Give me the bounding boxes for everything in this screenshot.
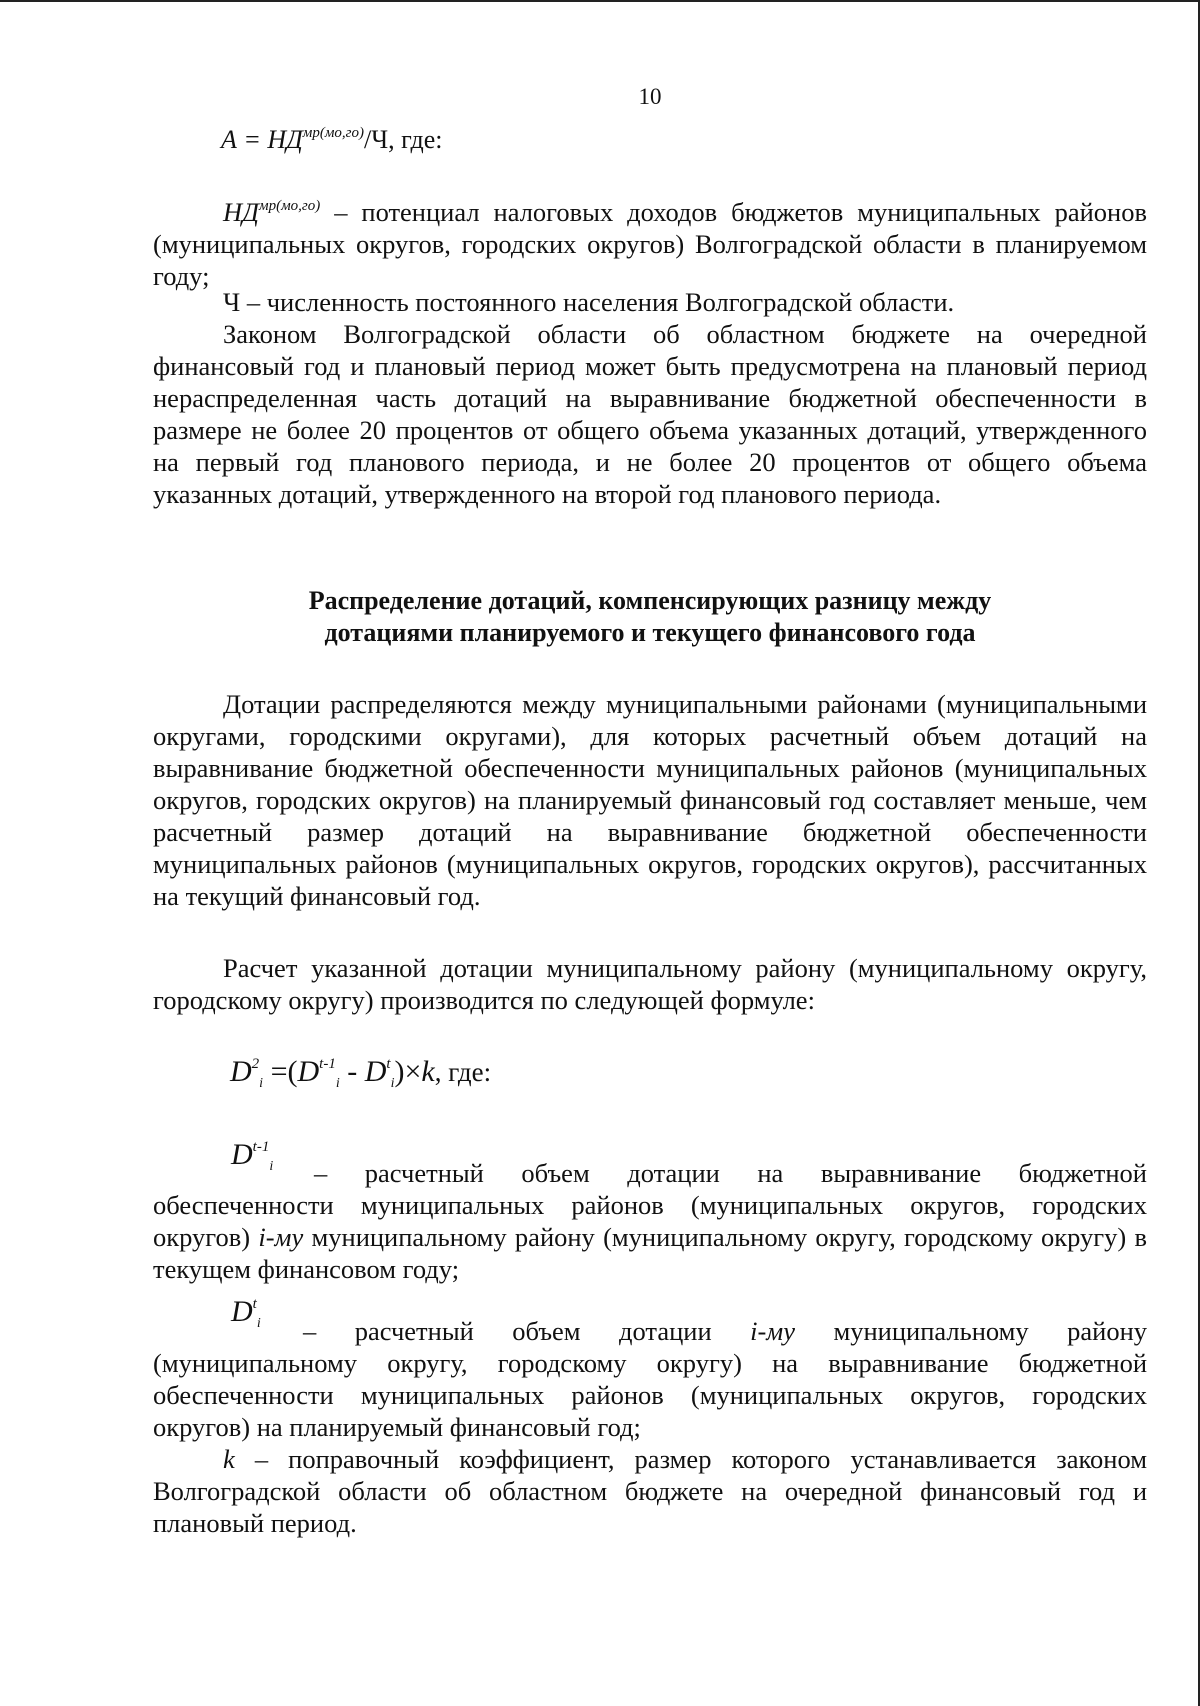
formula-a-sup: мр(мо,го) xyxy=(302,125,364,141)
definition-dt-symbol: $D^t_i$ xyxy=(231,1295,261,1331)
definition-k: k – поправочный коэффициент, размер которого устанавливается законом Волгоградской области об областном бюджете на очередной финансовый год и плановый период. xyxy=(153,1444,1147,1538)
paragraph-distribution: Дотации распределяются между муниципальными районами (муниципальными округами, городскими округами), для которых расчетный объем дотаций на выравнивание бюджетной обеспеченности муниципальных районов (муниципальных округов, городских округов) на планируемый финансовый год составляет меньше, чем расчетный размер дотаций на выравнивание бюджетной обеспеченности муниципальных районов (муниципальных округов, городских округов), рассчитанных на текущий финансовый год. xyxy=(153,689,1147,911)
formula-d-minus: - xyxy=(339,1055,365,1088)
paragraph-calculation: Расчет указанной дотации муниципальному району (муниципальному округу, городскому округу) производится по следующей формуле: xyxy=(153,953,1147,1015)
definition-dt1-symbol: $D^{t-1}_i$ xyxy=(231,1138,274,1174)
page-number: 10 xyxy=(638,84,662,109)
formula-d-close: ) xyxy=(394,1055,405,1088)
definition-dt-first-line: – расчетный объем дотации i-му муниципальному району xyxy=(303,1316,1147,1346)
formula-d-k: k xyxy=(421,1055,435,1088)
section-heading-line2: дотациями планируемого и текущего финансового года xyxy=(324,618,976,647)
definition-nd xyxy=(153,190,1147,292)
formula-d-term2: $D^t_i$ xyxy=(364,1055,395,1091)
paragraph-law: Законом Волгоградской области об областном бюджете на очередной финансовый год и плановый период может быть предусмотрена на плановый период нераспределенная часть дотаций на выравнивание бюджетной обеспеченности в размере не более 20 процентов от общего объема указанных дотаций, утвержденного на первый год планового периода, и не более 20 процентов от общего объема указанных дотаций, утвержденного на второй год планового периода. xyxy=(153,319,1147,509)
formula-d xyxy=(230,1055,491,1092)
formula-a xyxy=(221,125,442,155)
definition-ch: Ч – численность постоянного населения Волгоградской области. xyxy=(223,287,955,317)
section-heading-line1: Распределение дотаций, компенсирующих разницу между xyxy=(308,586,992,615)
formula-d-times: × xyxy=(404,1055,422,1088)
formula-a-lhs: А = НД xyxy=(221,125,303,154)
formula-a-rhs: /Ч, где: xyxy=(364,125,443,154)
definition-nd-sup: мр(мо,го) xyxy=(259,198,321,214)
definition-nd-symbol: НД xyxy=(223,197,259,227)
formula-d-eq: =( xyxy=(263,1055,298,1088)
definition-dt1-first-line: – расчетный объем дотации на выравнивание бюджетной xyxy=(314,1158,1147,1188)
definition-dt1-rest: обеспеченности муниципальных районов (муниципальных округов, городских округов) i-му муниципальному району (муниципальному округу, городскому округу) в текущем финансовом году; xyxy=(153,1190,1147,1284)
formula-d-term1: $D^{t-1}_i$ xyxy=(297,1055,340,1091)
formula-d-tail: , где: xyxy=(434,1057,492,1087)
definition-nd-text: – потенциал налоговых доходов бюджетов муниципальных районов (муниципальных округов, городских округов) Волгоградской области в планируемом году; xyxy=(153,197,1147,291)
definition-dt-rest: (муниципальному округу, городскому округу) на выравнивание бюджетной обеспеченности муниципальных районов (муниципальных округов, городских округов) на планируемый финансовый год; xyxy=(153,1348,1147,1442)
formula-d-lhs: $D^2_i$ xyxy=(230,1055,264,1091)
section-heading xyxy=(153,585,1147,649)
